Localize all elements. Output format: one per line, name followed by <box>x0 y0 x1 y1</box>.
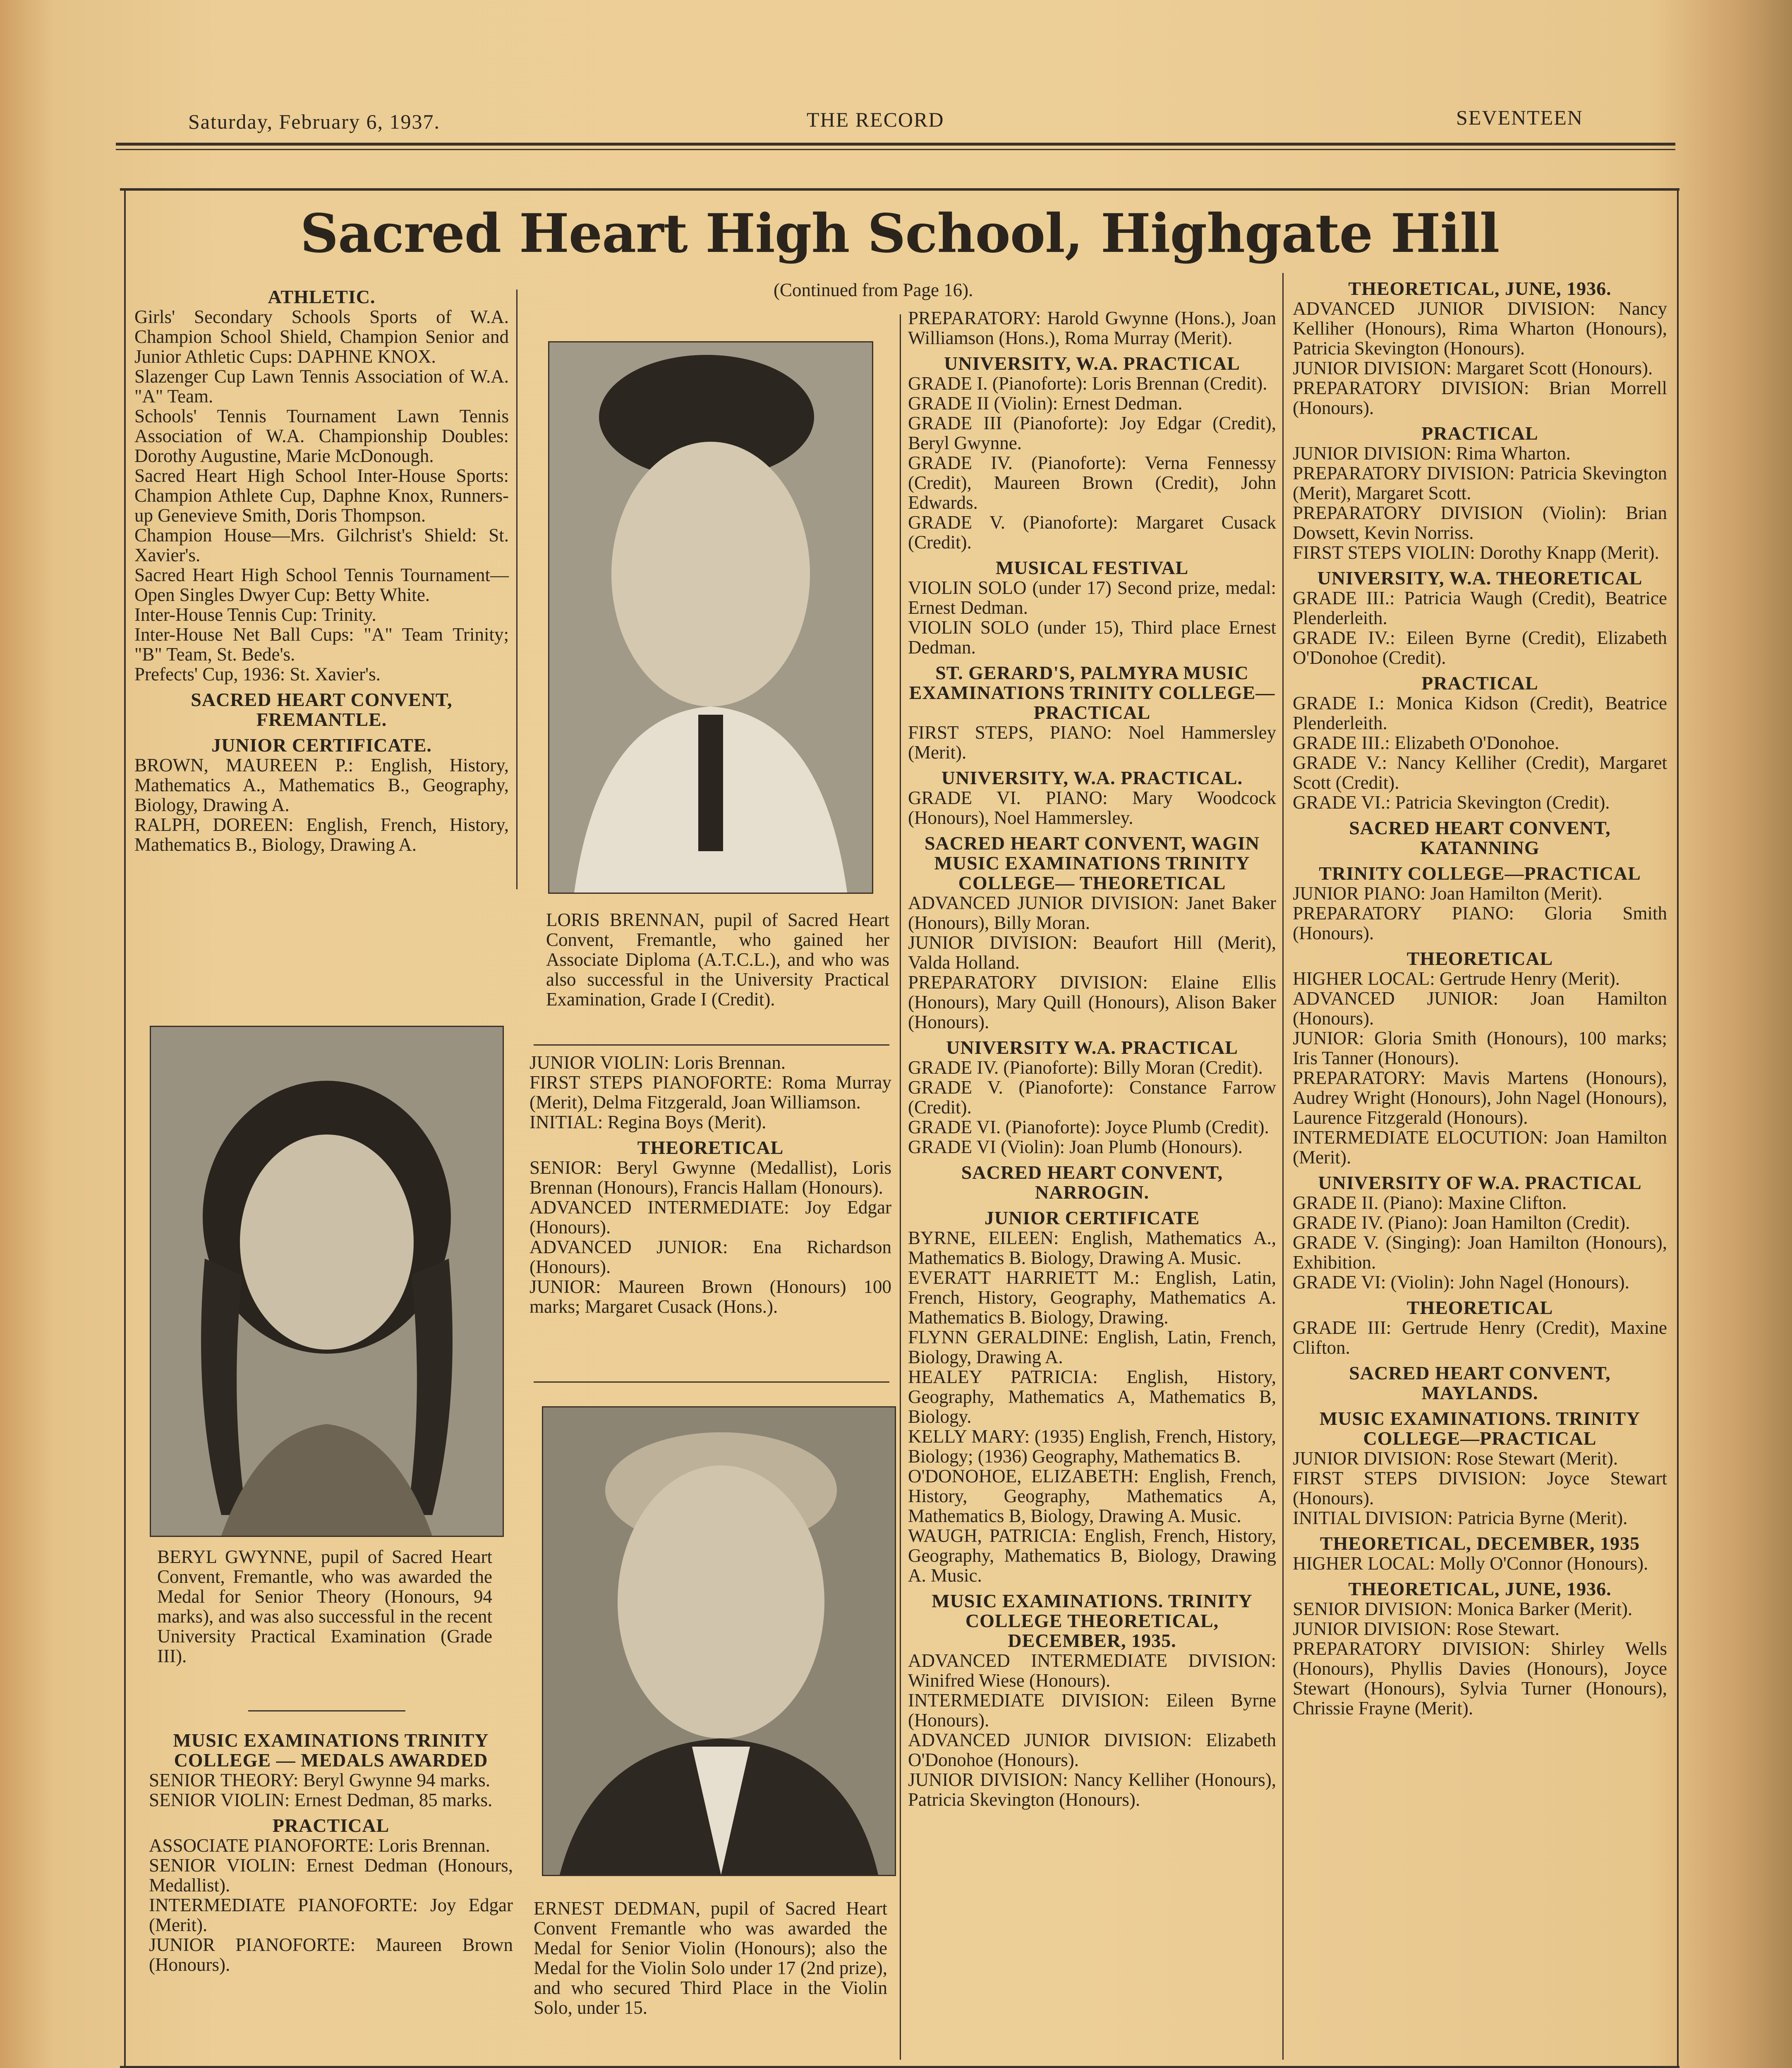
result-entry: FIRST STEPS, PIANO: Noel Hammersley (Merit). <box>908 722 1276 763</box>
photo-ernest-dedman <box>542 1406 896 1876</box>
result-entry: JUNIOR DIVISION: Beaufort Hill (Merit), Valda Holland. <box>908 932 1276 973</box>
result-entry: RALPH, DOREEN: English, French, History, Mathematics B., Biology, Drawing A. <box>134 814 509 855</box>
section-heading: PRACTICAL <box>272 1815 390 1836</box>
caption-beryl-gwynne: BERYL GWYNNE, pupil of Sacred Heart Convent, Fremantle, who was awarded the Medal for Senior Theory (Honours, 94 marks), and was also successful in the recent University Practical Examination (Grade III). <box>157 1546 492 1666</box>
section-divider <box>534 1044 889 1046</box>
result-entry: PREPARATORY DIVISION: Shirley Wells (Honours), Phyllis Davies (Honours), Joyce Stewart (Honours), Sylvia Turner (Honours), Chrissie Frayne (Merit). <box>1293 1638 1667 1719</box>
result-entry: FLYNN GERALDINE: English, Latin, French, Biology, Drawing A. <box>908 1327 1276 1367</box>
result-entry: GRADE VI. PIANO: Mary Woodcock (Honours), Noel Hammersley. <box>908 787 1276 828</box>
result-entry: BROWN, MAUREEN P.: English, History, Mathematics A., Mathematics B., Geography, Biology, Drawing A. <box>134 755 509 815</box>
result-entry: Inter-House Tennis Cup: Trinity. <box>134 604 376 625</box>
section-heading: MUSIC EXAMINATIONS. TRINITY COLLEGE THEORETICAL, DECEMBER, 1935. <box>932 1590 1253 1651</box>
section-heading: SACRED HEART CONVENT, FREMANTLE. <box>191 689 453 730</box>
result-entry: JUNIOR: Maureen Brown (Honours) 100 marks; Margaret Cusack (Hons.). <box>529 1276 891 1317</box>
result-entry: JUNIOR PIANOFORTE: Maureen Brown (Honours). <box>149 1934 513 1975</box>
result-entry: SENIOR: Beryl Gwynne (Medallist), Loris Brennan (Honours), Francis Hallam (Honours). <box>529 1157 891 1198</box>
result-entry: INTERMEDIATE PIANOFORTE: Joy Edgar (Merit). <box>149 1895 513 1935</box>
result-entry: ADVANCED INTERMEDIATE: Joy Edgar (Honours). <box>529 1197 891 1237</box>
result-entry: GRADE VI (Violin): Joan Plumb (Honours). <box>908 1137 1243 1157</box>
result-entry: PREPARATORY DIVISION: Brian Morrell (Honours). <box>1293 378 1667 418</box>
column-katanning-maylands <box>1293 273 1667 1718</box>
result-entry: GRADE V. (Singing): Joan Hamilton (Honours), Exhibition. <box>1293 1232 1667 1273</box>
result-entry: JUNIOR DIVISION: Margaret Scott (Honours). <box>1293 358 1653 378</box>
section-heading: JUNIOR CERTIFICATE. <box>211 735 432 756</box>
result-entry: INITIAL DIVISION: Patricia Byrne (Merit). <box>1293 1508 1628 1528</box>
caption-loris-brennan: LORIS BRENNAN, pupil of Sacred Heart Convent, Fremantle, who gained her Associate Diploma (A.T.C.L.), and who was also successful in the University Practical Examination, Grade I (Credit). <box>546 910 889 1010</box>
result-entry: SENIOR VIOLIN: Ernest Dedman, 85 marks. <box>149 1790 493 1810</box>
result-entry: GRADE IV.: Eileen Byrne (Credit), Elizabeth O'Donohoe (Credit). <box>1293 627 1667 668</box>
column-fremantle-music <box>529 1053 891 1316</box>
result-entry: JUNIOR PIANO: Joan Hamilton (Merit). <box>1293 883 1603 904</box>
result-entry: GRADE III: Gertrude Henry (Credit), Maxine Clifton. <box>1293 1317 1667 1358</box>
article-bottom-rule <box>120 2066 1679 2068</box>
section-heading: UNIVERSITY, W.A. PRACTICAL <box>944 353 1240 374</box>
result-entry: PREPARATORY DIVISION: Patricia Skevington (Merit), Margaret Scott. <box>1293 463 1667 503</box>
result-entry: GRADE II (Violin): Ernest Dedman. <box>908 393 1183 414</box>
section-divider <box>248 1710 405 1711</box>
column-divider <box>900 314 901 2060</box>
result-entry: HIGHER LOCAL: Molly O'Connor (Honours). <box>1293 1553 1648 1574</box>
result-entry: BYRNE, EILEEN: English, Mathematics A., Mathematics B. Biology, Drawing A. Music. <box>908 1228 1276 1268</box>
result-entry: Prefects' Cup, 1936: St. Xavier's. <box>134 664 381 685</box>
result-entry: Sacred Heart High School Tennis Tournament—Open Singles Dwyer Cup: Betty White. <box>134 565 509 605</box>
section-heading: ST. GERARD'S, PALMYRA MUSIC EXAMINATIONS TRINITY COLLEGE—PRACTICAL <box>909 662 1275 723</box>
result-entry: Inter-House Net Ball Cups: "A" Team Trinity; "B" Team, St. Bede's. <box>134 624 509 665</box>
column-divider <box>1282 273 1284 2060</box>
continued-note: (Continued from Page 16). <box>774 280 973 300</box>
photo-beryl-gwynne <box>150 1026 504 1537</box>
result-entry: SENIOR DIVISION: Monica Barker (Merit). <box>1293 1599 1633 1619</box>
result-entry: INTERMEDIATE ELOCUTION: Joan Hamilton (Merit). <box>1293 1127 1667 1168</box>
result-entry: GRADE VI: (Violin): John Nagel (Honours). <box>1293 1272 1629 1292</box>
result-entry: PREPARATORY DIVISION (Violin): Brian Dowsett, Kevin Norriss. <box>1293 503 1667 543</box>
section-heading: UNIVERSITY, W.A. PRACTICAL. <box>941 767 1243 788</box>
section-heading: THEORETICAL, JUNE, 1936. <box>1348 278 1612 299</box>
result-entry: HIGHER LOCAL: Gertrude Henry (Merit). <box>1293 968 1620 989</box>
result-entry: GRADE VI. (Pianoforte): Joyce Plumb (Credit). <box>908 1117 1269 1137</box>
result-entry: ADVANCED JUNIOR DIVISION: Elizabeth O'Donohoe (Honours). <box>908 1730 1276 1770</box>
photo-loris-brennan <box>548 341 873 894</box>
result-entry: FIRST STEPS PIANOFORTE: Roma Murray (Merit), Delma Fitzgerald, Joan Williamson. <box>529 1072 891 1113</box>
result-entry: GRADE III.: Patricia Waugh (Credit), Beatrice Plenderleith. <box>1293 588 1667 628</box>
result-entry: JUNIOR VIOLIN: Loris Brennan. <box>529 1052 786 1073</box>
result-entry: ADVANCED JUNIOR DIVISION: Janet Baker (Honours), Billy Moran. <box>908 893 1276 933</box>
section-heading: UNIVERSITY, W.A. THEORETICAL <box>1317 567 1643 589</box>
masthead-date: Saturday, February 6, 1937. <box>188 110 440 133</box>
article-title: Sacred Heart High School, Highgate Hill <box>300 203 1500 265</box>
result-entry: INITIAL: Regina Boys (Merit). <box>529 1112 767 1132</box>
result-entry: FIRST STEPS DIVISION: Joyce Stewart (Honours). <box>1293 1468 1667 1508</box>
section-heading: UNIVERSITY OF W.A. PRACTICAL <box>1318 1172 1642 1193</box>
result-entry: JUNIOR DIVISION: Rose Stewart. <box>1293 1618 1560 1639</box>
section-heading: THEORETICAL <box>1406 948 1553 969</box>
result-entry: FIRST STEPS VIOLIN: Dorothy Knapp (Merit). <box>1293 542 1659 563</box>
section-divider <box>534 1381 889 1383</box>
result-entry: Schools' Tennis Tournament Lawn Tennis Association of W.A. Championship Doubles: Dorothy Augustine, Marie McDonough. <box>134 406 509 466</box>
result-entry: HEALEY PATRICIA: English, History, Geography, Mathematics A, Mathematics B, Biology. <box>908 1367 1276 1427</box>
result-entry: GRADE I.: Monica Kidson (Credit), Beatrice Plenderleith. <box>1293 693 1667 733</box>
result-entry: GRADE II. (Piano): Maxine Clifton. <box>1293 1192 1567 1213</box>
section-heading: SACRED HEART CONVENT, WAGIN MUSIC EXAMINATIONS TRINITY COLLEGE— THEORETICAL <box>924 833 1260 893</box>
section-heading: TRINITY COLLEGE—PRACTICAL <box>1319 863 1641 884</box>
result-entry: ADVANCED INTERMEDIATE DIVISION: Winifred Wiese (Honours). <box>908 1650 1276 1691</box>
result-entry: PREPARATORY: Mavis Martens (Honours), Audrey Wright (Honours), John Nagel (Honours), Laurence Fitzgerald (Honours). <box>1293 1068 1667 1128</box>
result-entry: GRADE VI.: Patricia Skevington (Credit). <box>1293 792 1610 813</box>
result-entry: JUNIOR DIVISION: Rose Stewart (Merit). <box>1293 1448 1618 1469</box>
result-entry: KELLY MARY: (1935) English, French, History, Biology; (1936) Geography, Mathematics B. <box>908 1426 1276 1467</box>
article-top-rule <box>120 188 1679 191</box>
result-entry: GRADE IV. (Pianoforte): Verna Fennessy (Credit), Maureen Brown (Credit), John Edwards. <box>908 452 1276 513</box>
result-entry: GRADE I. (Pianoforte): Loris Brennan (Credit). <box>908 373 1267 394</box>
column-wagin-narrogin <box>908 308 1276 1810</box>
result-entry: GRADE III (Pianoforte): Joy Edgar (Credit), Beryl Gwynne. <box>908 413 1276 453</box>
masthead-rule <box>116 143 1675 146</box>
caption-ernest-dedman: ERNEST DEDMAN, pupil of Sacred Heart Convent Fremantle who was awarded the Medal for Senior Violin (Honours); also the Medal for the Violin Solo under 17 (2nd prize), and who secured Third Place in the Violin Solo, under 15. <box>534 1898 887 2018</box>
result-entry: SENIOR VIOLIN: Ernest Dedman (Honours, Medallist). <box>149 1855 513 1896</box>
section-heading: SACRED HEART CONVENT, KATANNING <box>1349 817 1611 858</box>
result-entry: GRADE V. (Pianoforte): Constance Farrow (Credit). <box>908 1077 1276 1118</box>
column-divider <box>516 290 517 889</box>
section-heading: THEORETICAL <box>637 1137 784 1158</box>
result-entry: SENIOR THEORY: Beryl Gwynne 94 marks. <box>149 1770 490 1790</box>
result-entry: JUNIOR DIVISION: Nancy Kelliher (Honours), Patricia Skevington (Honours). <box>908 1769 1276 1810</box>
section-heading: MUSICAL FESTIVAL <box>995 557 1189 578</box>
result-entry: GRADE V. (Pianoforte): Margaret Cusack (Credit). <box>908 512 1276 553</box>
section-heading: ATHLETIC. <box>268 286 376 307</box>
masthead-rule-thin <box>116 149 1675 150</box>
result-entry: EVERATT HARRIETT M.: English, Latin, French, History, Geography, Mathematics A. Mathematics B. Biology, Drawing. <box>908 1267 1276 1328</box>
result-entry: PREPARATORY DIVISION: Elaine Ellis (Honours), Mary Quill (Honours), Alison Baker (Honours). <box>908 972 1276 1032</box>
masthead-paper-name: THE RECORD <box>807 108 944 131</box>
result-entry: Slazenger Cup Lawn Tennis Association of W.A. "A" Team. <box>134 366 509 407</box>
column-medals <box>149 1725 513 1975</box>
result-entry: WAUGH, PATRICIA: English, French, History, Geography, Mathematics B, Biology, Drawing A. Music. <box>908 1525 1276 1586</box>
section-heading: THEORETICAL <box>1406 1297 1553 1318</box>
result-entry: Champion House—Mrs. Gilchrist's Shield: St. Xavier's. <box>134 525 509 565</box>
result-entry: ASSOCIATE PIANOFORTE: Loris Brennan. <box>149 1835 490 1856</box>
result-entry: GRADE III.: Elizabeth O'Donohoe. <box>1293 732 1560 753</box>
result-entry: GRADE IV. (Piano): Joan Hamilton (Credit). <box>1293 1212 1630 1233</box>
result-entry: JUNIOR: Gloria Smith (Honours), 100 marks; Iris Tanner (Honours). <box>1293 1028 1667 1068</box>
result-entry: ADVANCED JUNIOR: Joan Hamilton (Honours). <box>1293 988 1667 1029</box>
result-entry: ADVANCED JUNIOR DIVISION: Nancy Kelliher (Honours), Rima Wharton (Honours), Patricia Skevington (Honours). <box>1293 298 1667 359</box>
result-entry: INTERMEDIATE DIVISION: Eileen Byrne (Honours). <box>908 1690 1276 1731</box>
section-heading: THEORETICAL, JUNE, 1936. <box>1348 1578 1612 1599</box>
result-entry: VIOLIN SOLO (under 17) Second prize, medal: Ernest Dedman. <box>908 577 1276 618</box>
result-entry: Sacred Heart High School Inter-House Sports: Champion Athlete Cup, Daphne Knox, Runners-up Genevieve Smith, Doris Thompson. <box>134 465 509 526</box>
result-entry: ADVANCED JUNIOR: Ena Richardson (Honours). <box>529 1237 891 1277</box>
result-entry: GRADE IV. (Pianoforte): Billy Moran (Credit). <box>908 1057 1263 1078</box>
section-heading: PRACTICAL <box>1421 673 1538 694</box>
section-heading: UNIVERSITY W.A. PRACTICAL <box>946 1037 1238 1058</box>
result-entry: VIOLIN SOLO (under 15), Third place Ernest Dedman. <box>908 617 1276 658</box>
result-entry: O'DONOHOE, ELIZABETH: English, French, History, Geography, Mathematics A, Mathematics B, Biology, Drawing A. Music. <box>908 1466 1276 1526</box>
result-entry: GRADE V.: Nancy Kelliher (Credit), Margaret Scott (Credit). <box>1293 752 1667 793</box>
section-heading: MUSIC EXAMINATIONS. TRINITY COLLEGE—PRACTICAL <box>1319 1408 1641 1449</box>
section-heading: MUSIC EXAMINATIONS TRINITY COLLEGE — MEDALS AWARDED <box>173 1730 489 1771</box>
section-heading: THEORETICAL, DECEMBER, 1935 <box>1320 1533 1640 1554</box>
result-entry: JUNIOR DIVISION: Rima Wharton. <box>1293 443 1571 464</box>
section-heading: SACRED HEART CONVENT, NARROGIN. <box>961 1162 1223 1203</box>
result-entry: PREPARATORY: Harold Gwynne (Hons.), Joan Williamson (Hons.), Roma Murray (Merit). <box>908 308 1276 348</box>
section-heading: JUNIOR CERTIFICATE <box>984 1207 1200 1228</box>
column-athletic <box>134 281 509 854</box>
section-heading: PRACTICAL <box>1421 423 1538 444</box>
section-heading: SACRED HEART CONVENT, MAYLANDS. <box>1349 1362 1611 1403</box>
masthead-page-number: SEVENTEEN <box>1456 106 1583 129</box>
result-entry: Girls' Secondary Schools Sports of W.A. Champion School Shield, Champion Senior and Junior Athletic Cups: DAPHNE KNOX. <box>134 306 509 367</box>
result-entry: PREPARATORY PIANO: Gloria Smith (Honours). <box>1293 903 1667 943</box>
